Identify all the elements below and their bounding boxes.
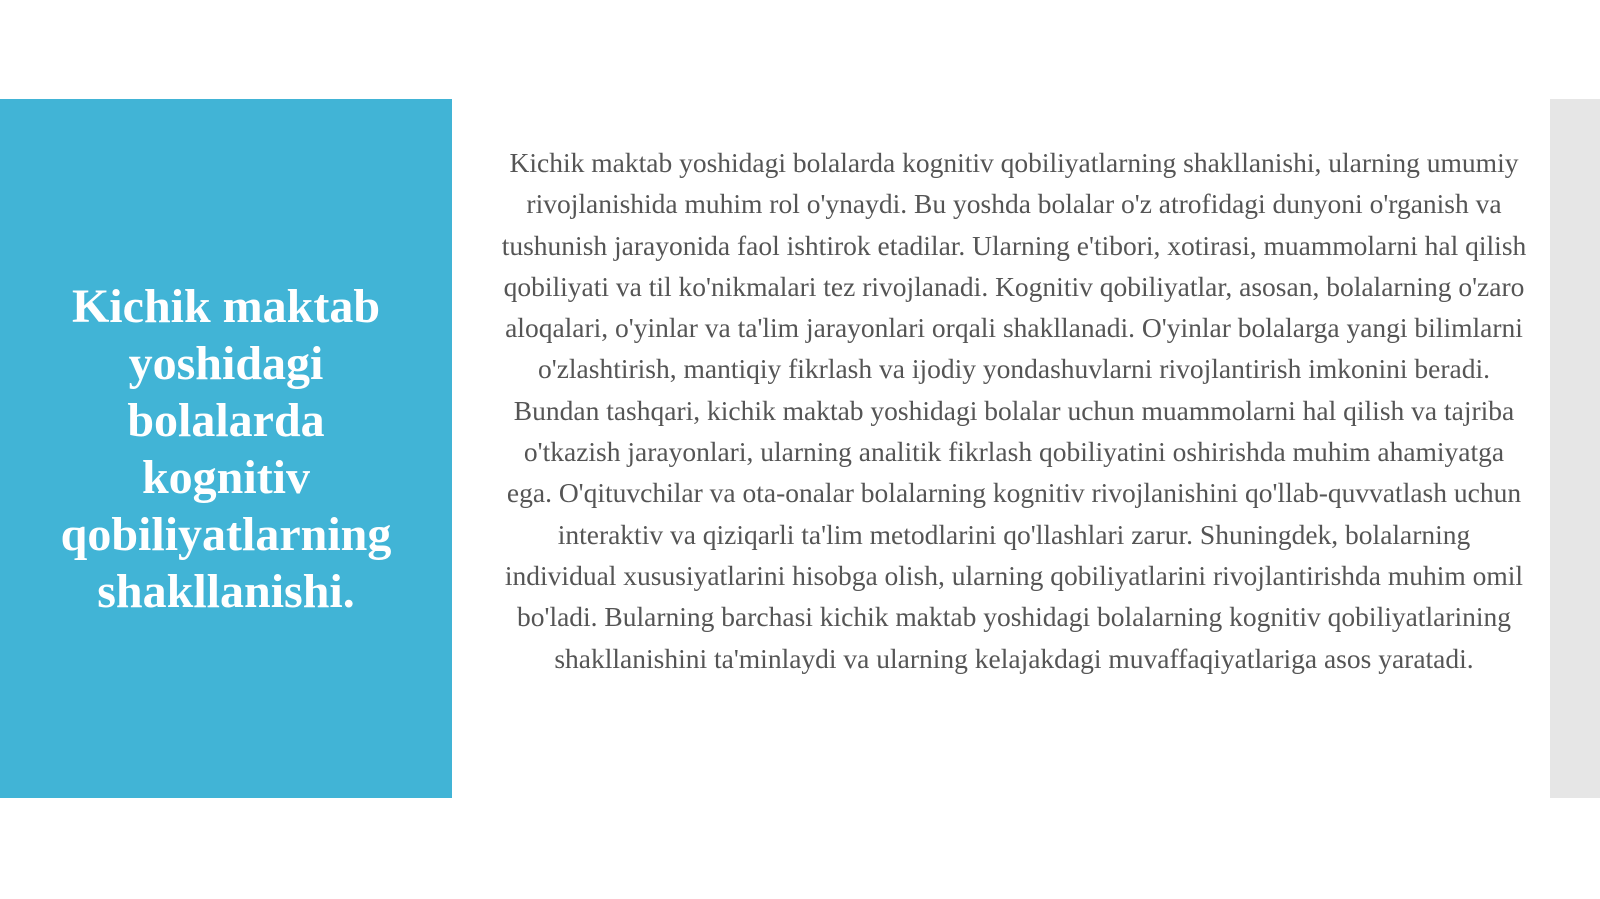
body-panel xyxy=(500,142,1528,772)
side-strip xyxy=(1550,99,1600,798)
slide-body-text: Kichik maktab yoshidagi bolalarda kognitiv qobiliyatlarning shakllanishi, ularning umumiy rivojlanishida muhim rol o'ynaydi. Bu yoshda bolalar o'z atrofidagi dunyoni o'rganish va tushunish jarayonida faol ishtirok etadilar. Ularning e'tibori, xotirasi, muammolarni hal qilish qobiliyati va til ko'nikmalari tez rivojlanadi. Kognitiv qobiliyatlar, asosan, bolalarning o'zaro aloqalari, o'yinlar va ta'lim jarayonlari orqali shakllanadi. O'yinlar bolalarga yangi bilimlarni o'zlashtirish, mantiqiy fikrlash va ijodiy yondashuvlarni rivojlantirish imkonini beradi. Bundan tashqari, kichik maktab yoshidagi bolalar uchun muammolarni hal qilish va tajriba o'tkazish jarayonlari, ularning analitik fikrlash qobiliyatini oshirishda muhim ahamiyatga ega. O'qituvchilar va ota-onalar bolalarning kognitiv rivojlanishini qo'llab-quvvatlash uchun interaktiv va qiziqarli ta'lim metodlarini qo'llashlari zarur. Shuningdek, bolalarning individual xususiyatlarini hisobga olish, ularning qobiliyatlarini rivojlantirishda muhim omil bo'ladi. Bularning barchasi kichik maktab yoshidagi bolalarning kognitiv qobiliyatlarining shakllanishini ta'minlaydi va ularning kelajakdagi muvaffaqiyatlariga asos yaratadi. xyxy=(501,147,1527,674)
slide-title: Kichik maktab yoshidagi bolalarda kognitiv qobiliyatlarning shakllanishi. xyxy=(60,279,392,618)
title-panel xyxy=(0,99,452,798)
